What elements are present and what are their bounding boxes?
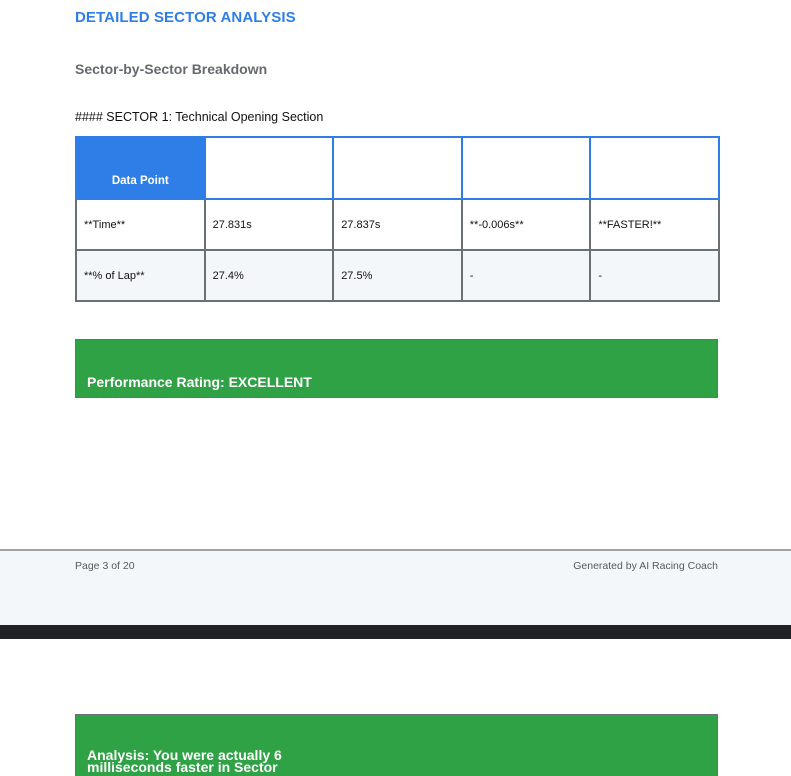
table-header-row — [76, 137, 719, 199]
table-row — [76, 199, 719, 250]
page-number: Page 3 of 20 — [75, 560, 135, 572]
table-cell: 27.831s — [205, 199, 334, 250]
sector-data-table — [75, 136, 720, 302]
table-cell: 27.837s — [333, 199, 462, 250]
table-cell: 27.4% — [205, 250, 334, 301]
page-title: DETAILED SECTOR ANALYSIS — [75, 9, 296, 26]
table-header-cell: Data Point — [76, 137, 205, 199]
page-footer — [0, 549, 791, 625]
table-cell: **-0.006s** — [462, 199, 591, 250]
page-separator — [0, 625, 791, 639]
table-cell: - — [590, 250, 719, 301]
table-cell: - — [462, 250, 591, 301]
next-report-page — [0, 639, 791, 776]
performance-rating-banner — [75, 339, 718, 398]
table-header-cell — [333, 137, 462, 199]
analysis-banner — [75, 714, 718, 776]
table-cell: **FASTER!** — [590, 199, 719, 250]
section-subtitle: Sector-by-Sector Breakdown — [75, 61, 268, 77]
performance-rating-text: Performance Rating: EXCELLENT — [87, 374, 312, 390]
generated-by-label: Generated by AI Racing Coach — [573, 560, 718, 572]
sector-heading: #### SECTOR 1: Technical Opening Section — [75, 110, 324, 124]
table-row — [76, 250, 719, 301]
table-cell: **% of Lap** — [76, 250, 205, 301]
table-cell: **Time** — [76, 199, 205, 250]
table-cell: 27.5% — [333, 250, 462, 301]
analysis-text: Analysis: You were actually 6 milliseconds faster in Sector — [87, 747, 282, 775]
table-header-cell — [590, 137, 719, 199]
table-header-cell — [462, 137, 591, 199]
table-header-cell — [205, 137, 334, 199]
